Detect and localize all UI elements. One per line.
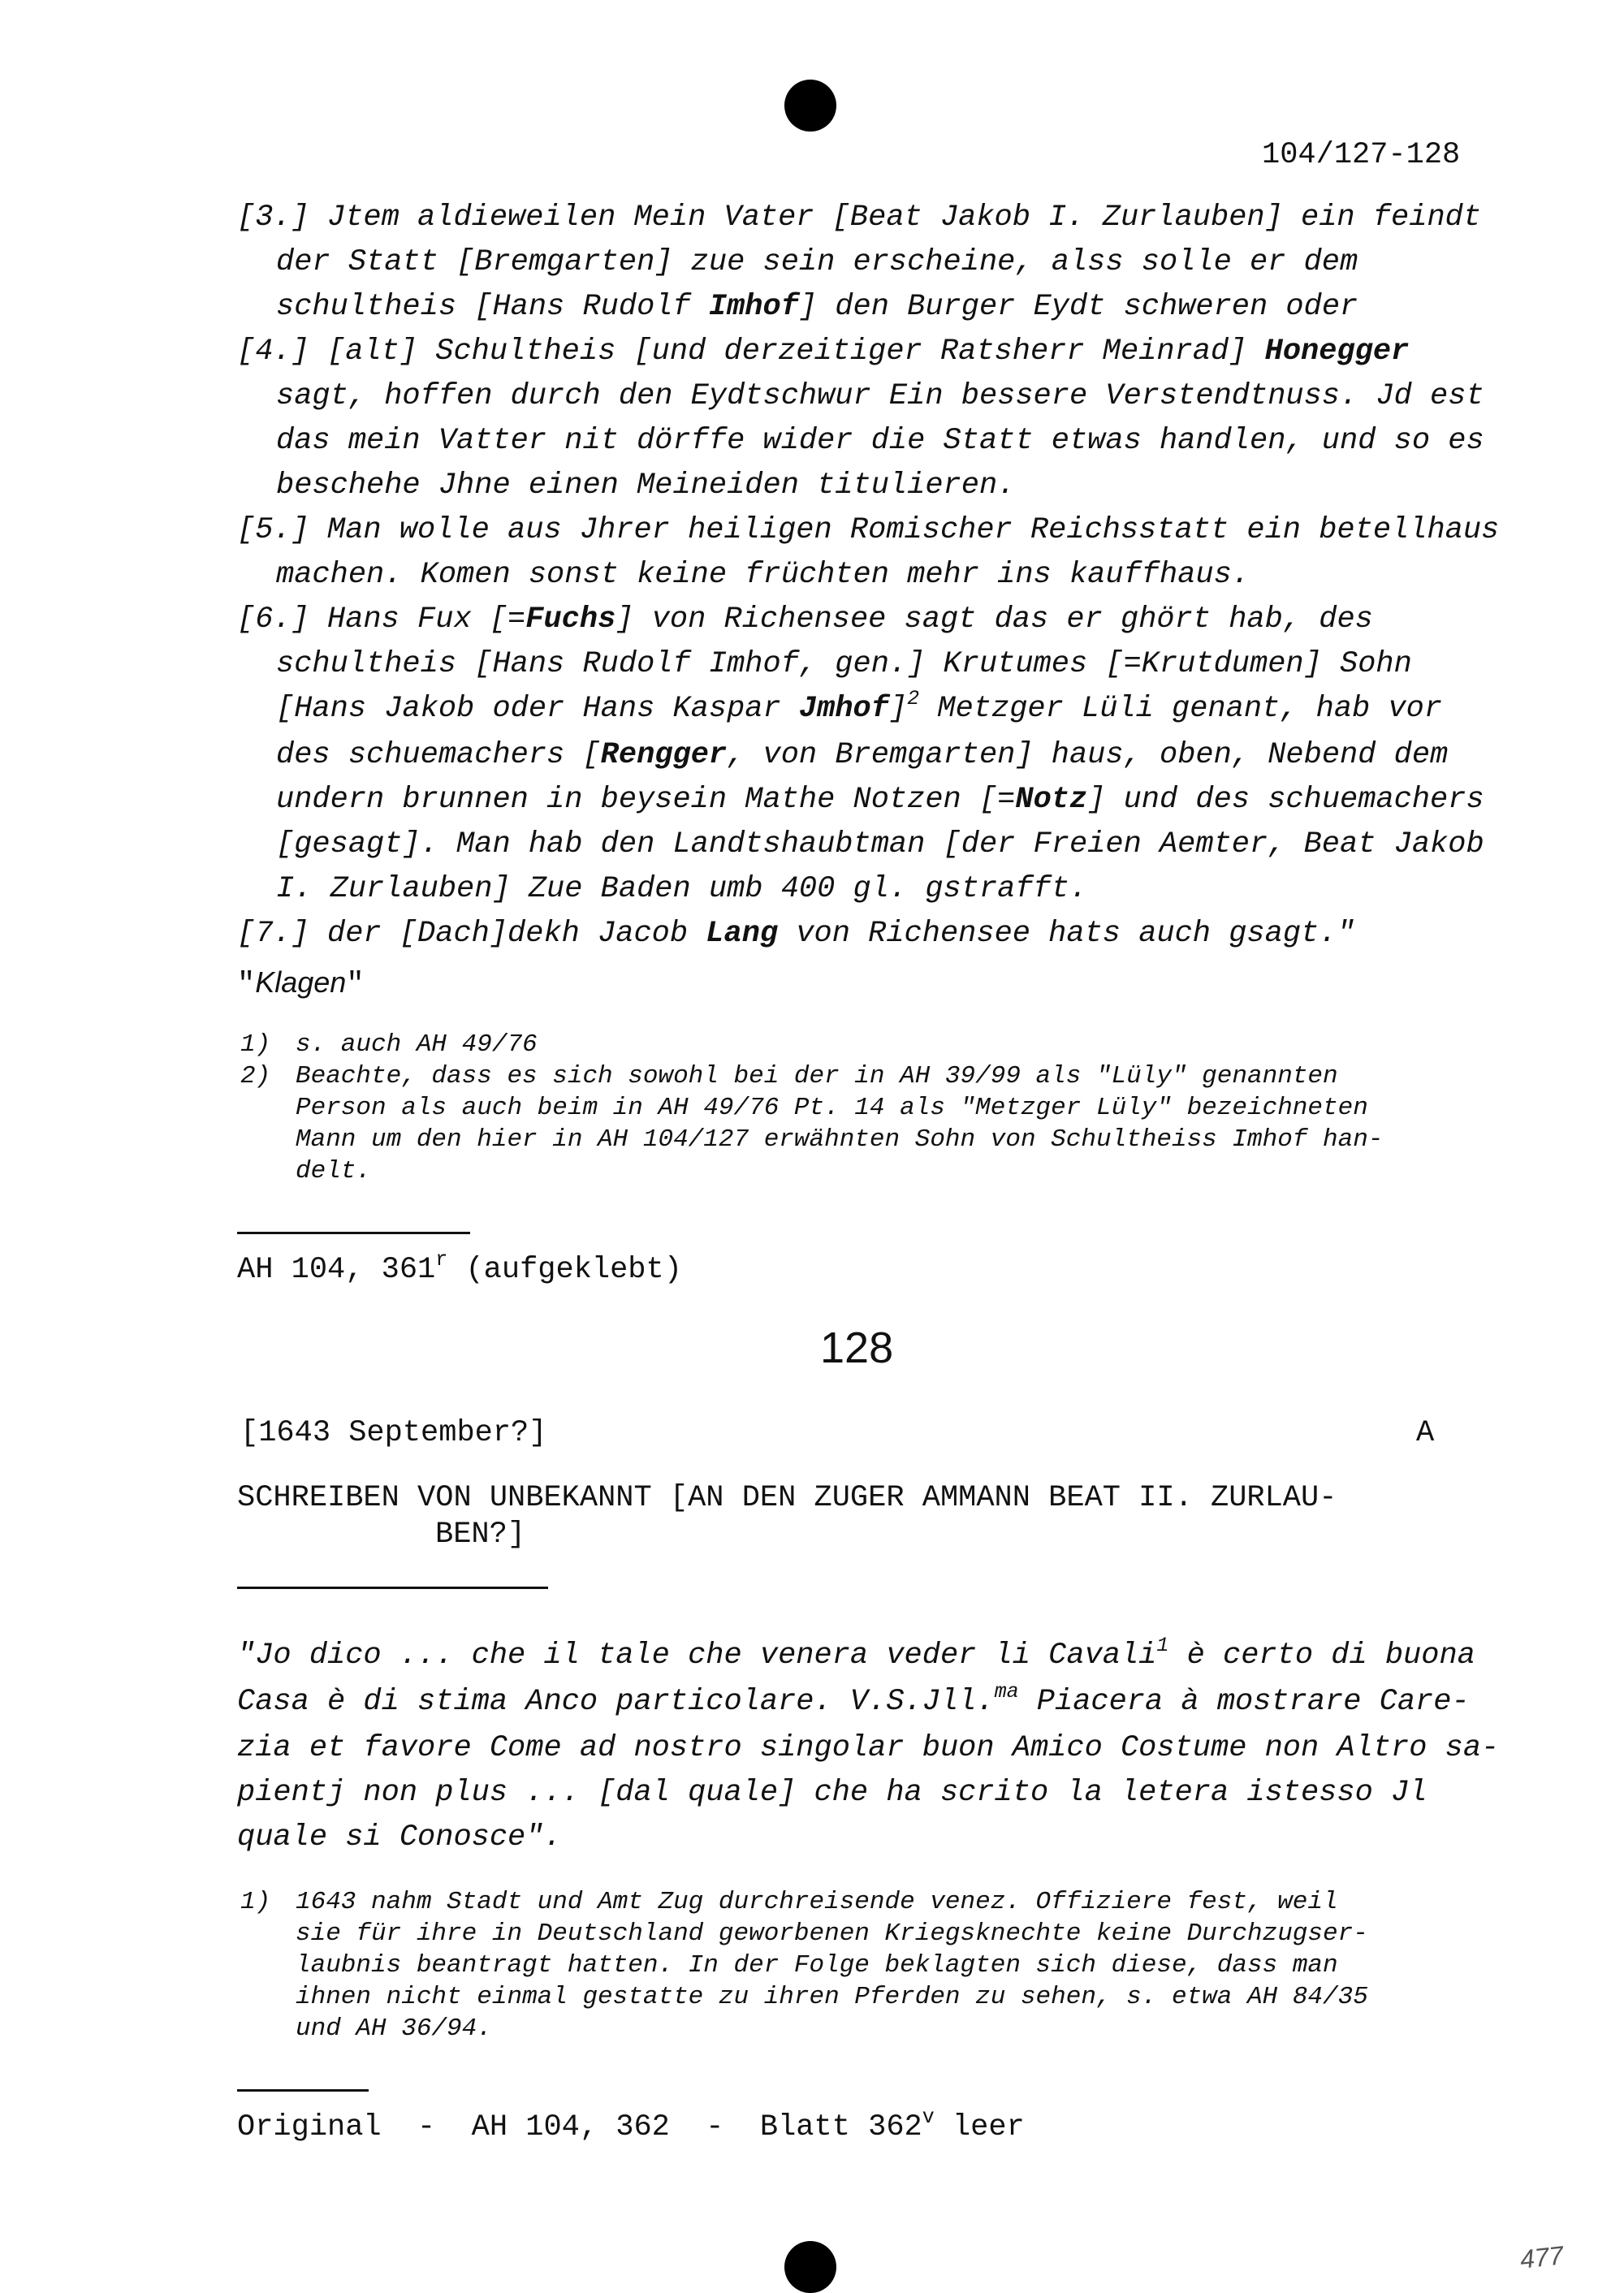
doc127-footnote-line: Person als auch beim in AH 49/76 Pt. 14 als "Metzger Lüly" bezeichneten <box>296 1094 1368 1122</box>
quote-line: pientj non plus ... [dal quale] che ha scrito la letera istesso Jl <box>237 1776 1427 1810</box>
footnote-number: 2) <box>240 1062 271 1090</box>
quote-line: zia et favore Come ad nostro singolar buon Amico Costume non Altro sa- <box>237 1731 1500 1765</box>
quote-line: quale si Conosce". <box>237 1820 562 1855</box>
item-6-line: [6.] Hans Fux [=Fuchs] von Richensee sagt das er ghört hab, des <box>237 602 1373 637</box>
doc128-footnote-line: ihnen nicht einmal gestatte zu ihren Pferden zu sehen, s. etwa AH 84/35 <box>296 1983 1368 2011</box>
item-6-line: schultheis [Hans Rudolf Imhof, gen.] Krutumes [=Krutdumen] Sohn <box>276 647 1412 681</box>
item-6-line: [gesagt]. Man hab den Landtshaubtman [der Freien Aemter, Beat Jakob <box>276 827 1484 861</box>
item-6-line: undern brunnen in beysein Mathe Notzen [=Notz] und des schuemachers <box>276 783 1484 817</box>
footnote-number: 1) <box>240 1030 271 1059</box>
document-number: 128 <box>820 1324 894 1372</box>
doc128-footnote-line: laubnis beantragt hatten. In der Folge beklagten sich diese, dass man <box>296 1951 1338 1980</box>
item-5-line: machen. Komen sonst keine früchten mehr ins kauffhaus. <box>276 558 1250 592</box>
doc128-footnote-line: und AH 36/94. <box>296 2014 492 2043</box>
source-note-127: AH 104, 361$^r$ (aufgeklebt) <box>237 1248 682 1287</box>
footnote-number: 1) <box>240 1888 271 1916</box>
document-128-quote <box>237 1634 1553 1860</box>
page-reference: 104/127-128 <box>1262 138 1461 172</box>
title-rule <box>237 1587 548 1589</box>
klagen-label: "Klagen" <box>237 965 365 1002</box>
item-4-line: [4.] [alt] Schultheis [und derzeitiger Ratsherr Meinrad] Honegger <box>237 335 1410 369</box>
item-4-line: beschehe Jhne einen Meineiden titulieren. <box>276 469 1016 503</box>
item-6-line: [Hans Jakob oder Hans Kaspar Jmhof]$^2$ Metzger Lüli genant, hab vor <box>276 687 1443 726</box>
quote-line: Casa è di stima Anco particolare. V.S.Jll.$^{ma}$ Piacera à mostrare Care- <box>237 1680 1470 1719</box>
item-7-line: [7.] der [Dach]dekh Jacob Lang von Richensee hats auch gsagt." <box>237 917 1355 951</box>
item-5-line: [5.] Man wolle aus Jhrer heiligen Romischer Reichsstatt ein betellhaus <box>237 513 1500 547</box>
doc127-footnote-line: 1) s. auch AH 49/76 <box>240 1030 538 1059</box>
doc127-footnote-line: delt. <box>296 1157 372 1185</box>
doc128-footnote-line: 1) 1643 nahm Stadt und Amt Zug durchreisende venez. Offiziere fest, weil <box>240 1888 1338 1916</box>
item-6-line: des schuemachers [Rengger, von Bremgarten] haus, oben, Nebend dem <box>276 738 1449 772</box>
item-3-line: der Statt [Bremgarten] zue sein erscheine, alss solle er dem <box>276 245 1358 279</box>
document-128-footnotes <box>240 1886 1540 2045</box>
item-3-line: schultheis [Hans Rudolf Imhof] den Burger Eydt schweren oder <box>276 290 1358 324</box>
quote-line: "Jo dico ... che il tale che venera veder li Cavali$^1$ è certo di buona <box>237 1634 1475 1673</box>
item-4-line: sagt, hoffen durch den Eydtschwur Ein bessere Verstendtnuss. Jd est <box>276 379 1484 413</box>
document-127-footnotes <box>240 1029 1540 1187</box>
source-note-128: Original - AH 104, 362 - Blatt 362$^v$ leer <box>237 2105 1025 2144</box>
item-4-line: das mein Vatter nit dörffe wider die Statt etwas handlen, und so es <box>276 424 1484 458</box>
document-title-line-1: SCHREIBEN VON UNBEKANNT [AN DEN ZUGER AMMANN BEAT II. ZURLAU- <box>237 1481 1337 1515</box>
doc127-footnote-line: 2) Beachte, dass es sich sowohl bei der in AH 39/99 als "Lüly" genannten <box>240 1062 1338 1090</box>
footnote-rule-128 <box>237 2089 369 2092</box>
punch-hole-top <box>784 80 836 132</box>
footnote-rule-127 <box>237 1232 470 1234</box>
handwritten-page-number: 477 <box>1518 2240 1566 2274</box>
item-6-line: I. Zurlauben] Zue Baden umb 400 gl. gstrafft. <box>276 872 1088 906</box>
punch-hole-bottom <box>784 2241 836 2293</box>
doc127-footnote-line: Mann um den hier in AH 104/127 erwähnten Sohn von Schultheiss Imhof han- <box>296 1125 1384 1154</box>
doc128-footnote-line: sie für ihre in Deutschland geworbenen Kriegsknechte keine Durchzugser- <box>296 1919 1368 1948</box>
document-127-body <box>237 196 1504 956</box>
document-title-line-2: BEN?] <box>435 1518 526 1552</box>
document-letter: A <box>1416 1416 1435 1450</box>
document-date: [1643 September?] <box>240 1416 547 1450</box>
item-3-line: [3.] Jtem aldieweilen Mein Vater [Beat Jakob I. Zurlauben] ein feindt <box>237 201 1482 235</box>
